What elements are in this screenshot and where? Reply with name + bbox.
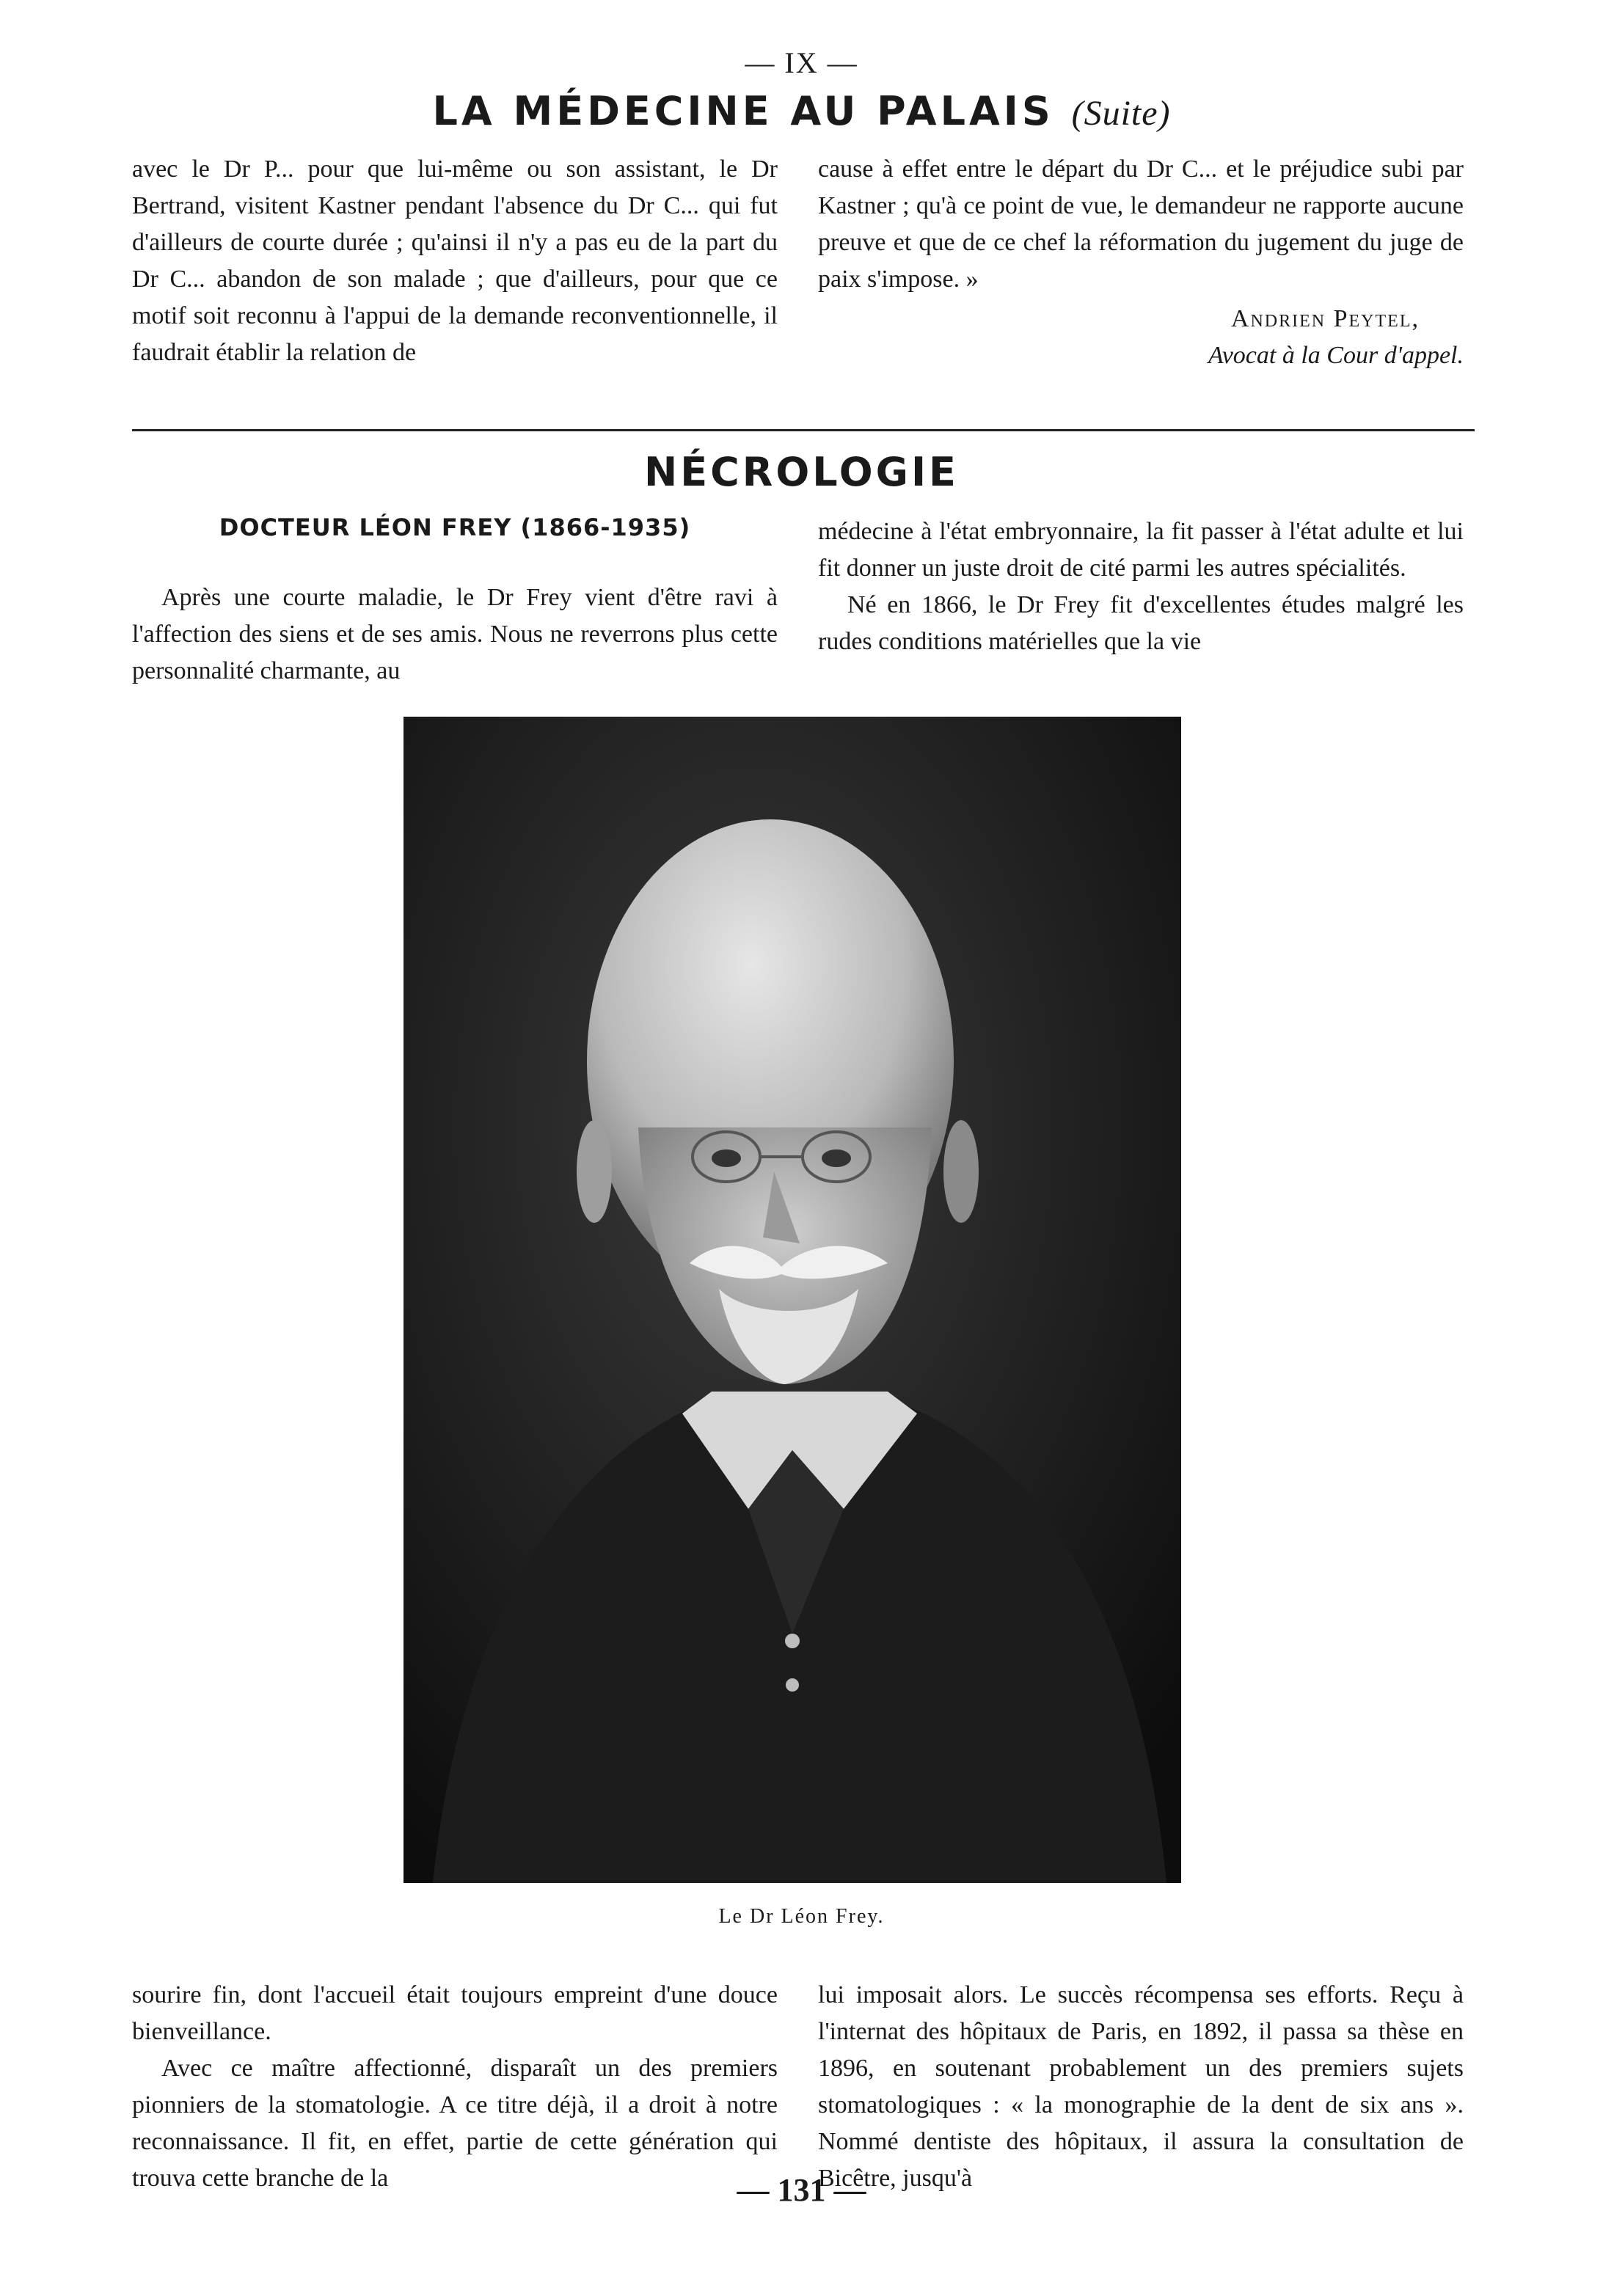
obituary-top-right-column: [818, 513, 1464, 660]
obituary-top-right-paragraph-2: Né en 1866, le Dr Frey fit d'excellentes études malgré les rudes conditions matérielles que la vie: [818, 591, 1464, 655]
obituary-heading: DOCTEUR LÉON FREY (1866-1935): [219, 513, 691, 541]
portrait-illustration: [404, 717, 1181, 1883]
obituary-bottom-right-column: [818, 1977, 1464, 2197]
section-title: [0, 88, 1603, 134]
continued-left-column: [132, 151, 778, 371]
section-title-text: LA MÉDECINE AU PALAIS: [432, 88, 1054, 134]
section-divider: [132, 429, 1475, 431]
obituary-top-left-column: [132, 580, 778, 690]
obituary-bottom-left-paragraph-2: Avec ce maître affectionné, disparaît un des premiers pionniers de la stomatologie. A ce titre déjà, il a droit à notre reconnaissance. Il fit, en effet, partie de cette génération qui trouva cette branche de la: [132, 2055, 778, 2192]
section-title-suffix: (Suite): [1071, 94, 1171, 133]
portrait-caption: Le Dr Léon Frey.: [718, 1905, 885, 1928]
page-number: — 131 —: [737, 2172, 866, 2208]
page-roman-numeral: — IX —: [745, 46, 858, 79]
continued-right-text: cause à effet entre le départ du Dr C... et le préjudice subi par Kastner ; qu'à ce point de vue, le demandeur ne rapporte aucune preuve et que de ce chef la réformation du jugement du juge de paix s'impose. »: [818, 156, 1464, 293]
signature-role: Avocat à la Cour d'appel.: [1208, 342, 1464, 369]
continued-left-text: avec le Dr P... pour que lui-même ou son assistant, le Dr Bertrand, visitent Kastner pendant l'absence du Dr C... qui fut d'ailleurs de courte durée ; qu'ainsi il n'y a pas eu de la part du Dr C... abandon de son malade ; que d'ailleurs, pour que ce motif soit reconnu à l'appui de la demande reconventionnelle, il faudrait établir la relation de: [132, 156, 778, 366]
obituary-section-title: NÉCROLOGIE: [644, 449, 959, 495]
obituary-bottom-right-text: lui imposait alors. Le succès récompensa ses efforts. Reçu à l'internat des hôpitaux de Paris, en 1892, il passa sa thèse en 1896, en soutenant probablement un des premiers sujets stomatologiques : « la monographie de la dent de six ans ». Nommé dentiste des hôpitaux, il assura la consultation de Bicêtre, jusqu'à: [818, 1981, 1464, 2192]
signature-name: Andrien Peytel,: [1230, 305, 1420, 332]
continued-right-column: [818, 151, 1464, 374]
obituary-top-right-paragraph-1: médecine à l'état embryonnaire, la fit passer à l'état adulte et lui fit donner un juste droit de cité parmi les autres spécialités.: [818, 518, 1464, 582]
obituary-bottom-left-paragraph-1: sourire fin, dont l'accueil était toujours empreint d'une douce bienveillance.: [132, 1981, 778, 2045]
signature: [818, 301, 1464, 374]
obituary-top-left-text: Après une courte maladie, le Dr Frey vient d'être ravi à l'affection des siens et de ses amis. Nous ne reverrons plus cette personnalité charmante, au: [132, 584, 778, 684]
obituary-bottom-left-column: [132, 1977, 778, 2197]
portrait-photo: [404, 717, 1181, 1883]
